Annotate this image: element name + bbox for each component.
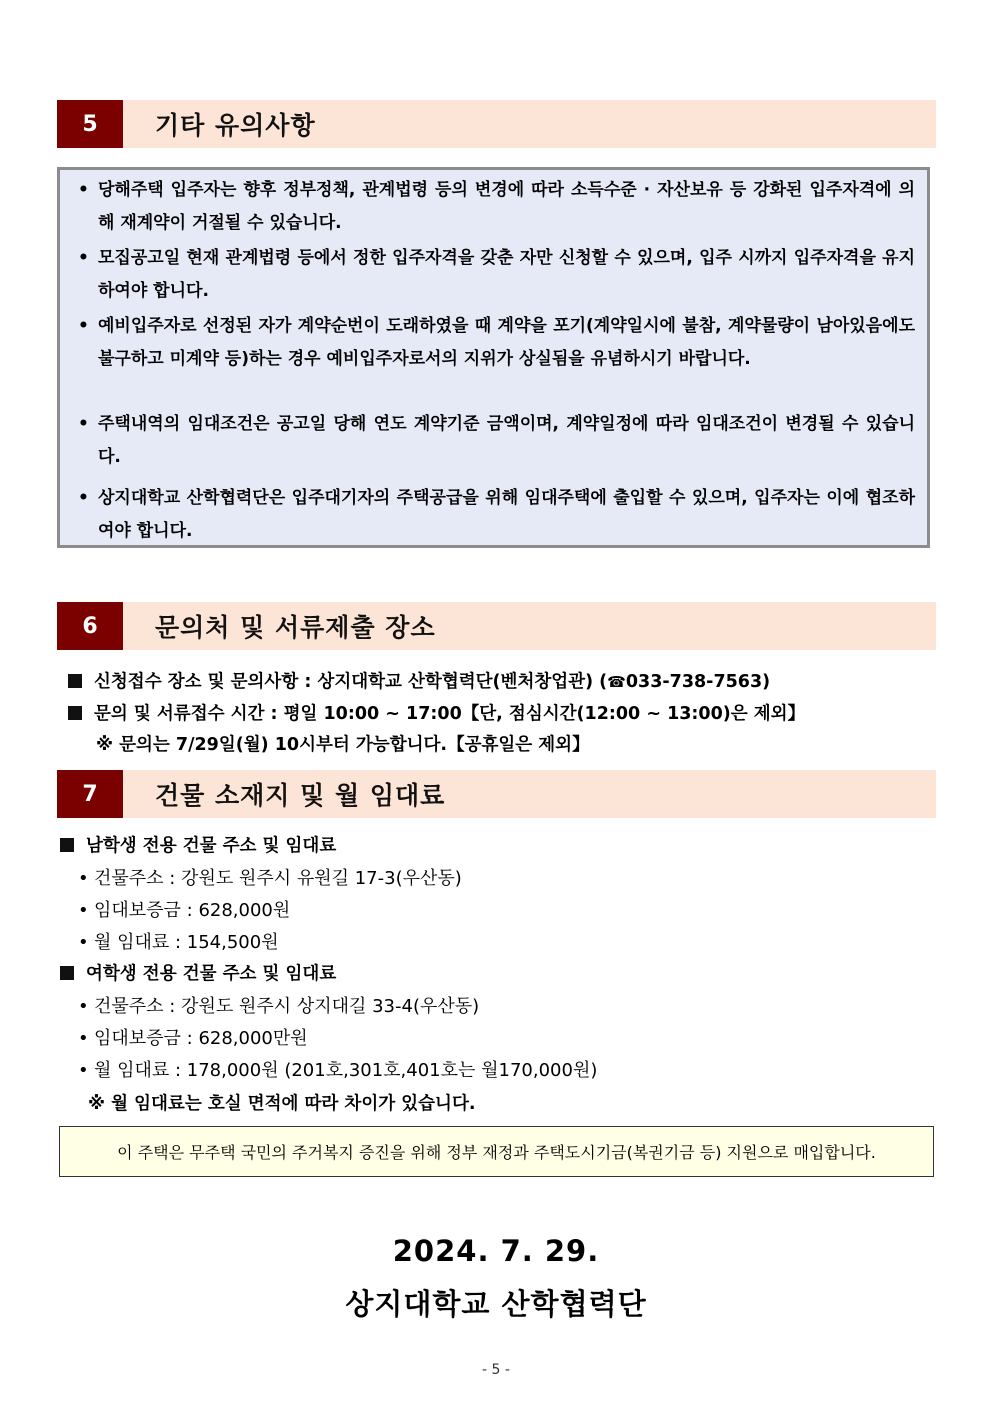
bullet-icon: • (78, 414, 89, 434)
section-title: 문의처 및 서류제출 장소 (155, 613, 436, 642)
bullet-icon: • (78, 488, 89, 508)
list-item (78, 928, 279, 954)
contact-text: 신청접수 장소 및 문의사항 : 상지대학교 산학협력단(벤처창업관) ( (94, 672, 608, 692)
item-text: 월 임대료 : 154,500원 (94, 932, 279, 953)
notice-text: 당해주택 입주자는 향후 정부정책, 관계법령 등의 변경에 따라 소득수준 · 자산보유 등 강화된 입주자격에 의해 재계약이 거절될 수 있습니다. (98, 180, 915, 233)
document-date: 2024. 7. 29. (392, 1234, 600, 1268)
bullet-icon: • (78, 248, 89, 268)
list-item (78, 992, 479, 1018)
square-bullet-icon (68, 674, 82, 688)
rent-note: ※ 월 임대료는 호실 면적에 따라 차이가 있습니다. (88, 1094, 476, 1114)
inquiry-note: ※ 문의는 7/29일(월) 10시부터 가능합니다.【공휴일은 제외】 (96, 735, 590, 755)
funding-notice (59, 1126, 934, 1177)
section-number: 7 (57, 770, 123, 818)
notice-item (78, 310, 915, 376)
bullet-icon: • (78, 996, 89, 1017)
bullet-icon: • (78, 868, 89, 889)
female-building-heading (60, 960, 336, 985)
contact-line (68, 668, 770, 693)
notice-item (78, 242, 915, 308)
bullet-icon: • (78, 316, 89, 336)
notice-box (57, 167, 930, 548)
item-text: 건물주소 : 강원도 원주시 상지대길 33-4(우산동) (94, 996, 480, 1017)
item-text: 월 임대료 : 178,000원 (201호,301호,401호는 월170,000원) (94, 1060, 598, 1081)
notice-item (78, 482, 915, 548)
section-number: 6 (57, 602, 123, 650)
hours-text: 문의 및 서류접수 시간 : 평일 10:00 ~ 17:00【단, 점심시간(12:00 ~ 13:00)은 제외】 (94, 704, 806, 724)
square-bullet-icon (68, 706, 82, 720)
square-bullet-icon (60, 838, 74, 852)
item-text: 임대보증금 : 628,000원 (94, 900, 291, 921)
list-item (78, 1024, 308, 1050)
notice-text: 주택내역의 임대조건은 공고일 당해 연도 계약기준 금액이며, 계약일정에 따라 임대조건이 변경될 수 있습니다. (98, 414, 915, 467)
funding-notice-text: 이 주택은 무주택 국민의 주거복지 증진을 위해 정부 재정과 주택도시기금(복권기금 등) 지원으로 매입합니다. (117, 1143, 876, 1162)
section-7-header (57, 770, 936, 818)
heading-text: 남학생 전용 건물 주소 및 임대료 (86, 836, 337, 856)
organization-name: 상지대학교 산학협력단 (345, 1287, 647, 1321)
list-item (78, 864, 462, 890)
section-5-header (57, 100, 936, 148)
notice-item (78, 174, 915, 240)
bullet-icon: • (78, 932, 89, 953)
phone-icon: ☎ (607, 673, 626, 691)
bullet-icon: • (78, 900, 89, 921)
notice-text: 예비입주자로 선정된 자가 계약순번이 도래하였을 때 계약을 포기(계약일시에 불참, 계약물량이 남아있음에도 불구하고 미계약 등)하는 경우 예비입주자로서의 지위가 상실됨을 유념하시기 바랍니다. (98, 316, 915, 369)
notice-text: 상지대학교 산학협력단은 입주대기자의 주택공급을 위해 임대주택에 출입할 수 있으며, 입주자는 이에 협조하여야 합니다. (98, 488, 915, 541)
male-building-heading (60, 832, 336, 857)
notice-item (78, 408, 915, 474)
hours-line (68, 700, 805, 725)
item-text: 건물주소 : 강원도 원주시 유원길 17-3(우산동) (94, 868, 462, 889)
section-title: 기타 유의사항 (155, 111, 316, 140)
notice-text: 모집공고일 현재 관계법령 등에서 정한 입주자격을 갖춘 자만 신청할 수 있으며, 입주 시까지 입주자격을 유지하여야 합니다. (98, 248, 915, 301)
list-item (78, 1056, 597, 1082)
section-number: 5 (57, 100, 123, 148)
square-bullet-icon (60, 966, 74, 980)
bullet-icon: • (78, 1060, 89, 1081)
section-title: 건물 소재지 및 월 임대료 (155, 781, 446, 810)
bullet-icon: • (78, 180, 89, 200)
list-item (78, 896, 290, 922)
page-number: - 5 - (482, 1362, 510, 1378)
heading-text: 여학생 전용 건물 주소 및 임대료 (86, 964, 337, 984)
phone-number: 033-738-7563) (625, 672, 771, 692)
item-text: 임대보증금 : 628,000만원 (94, 1028, 308, 1049)
section-6-header (57, 602, 936, 650)
bullet-icon: • (78, 1028, 89, 1049)
